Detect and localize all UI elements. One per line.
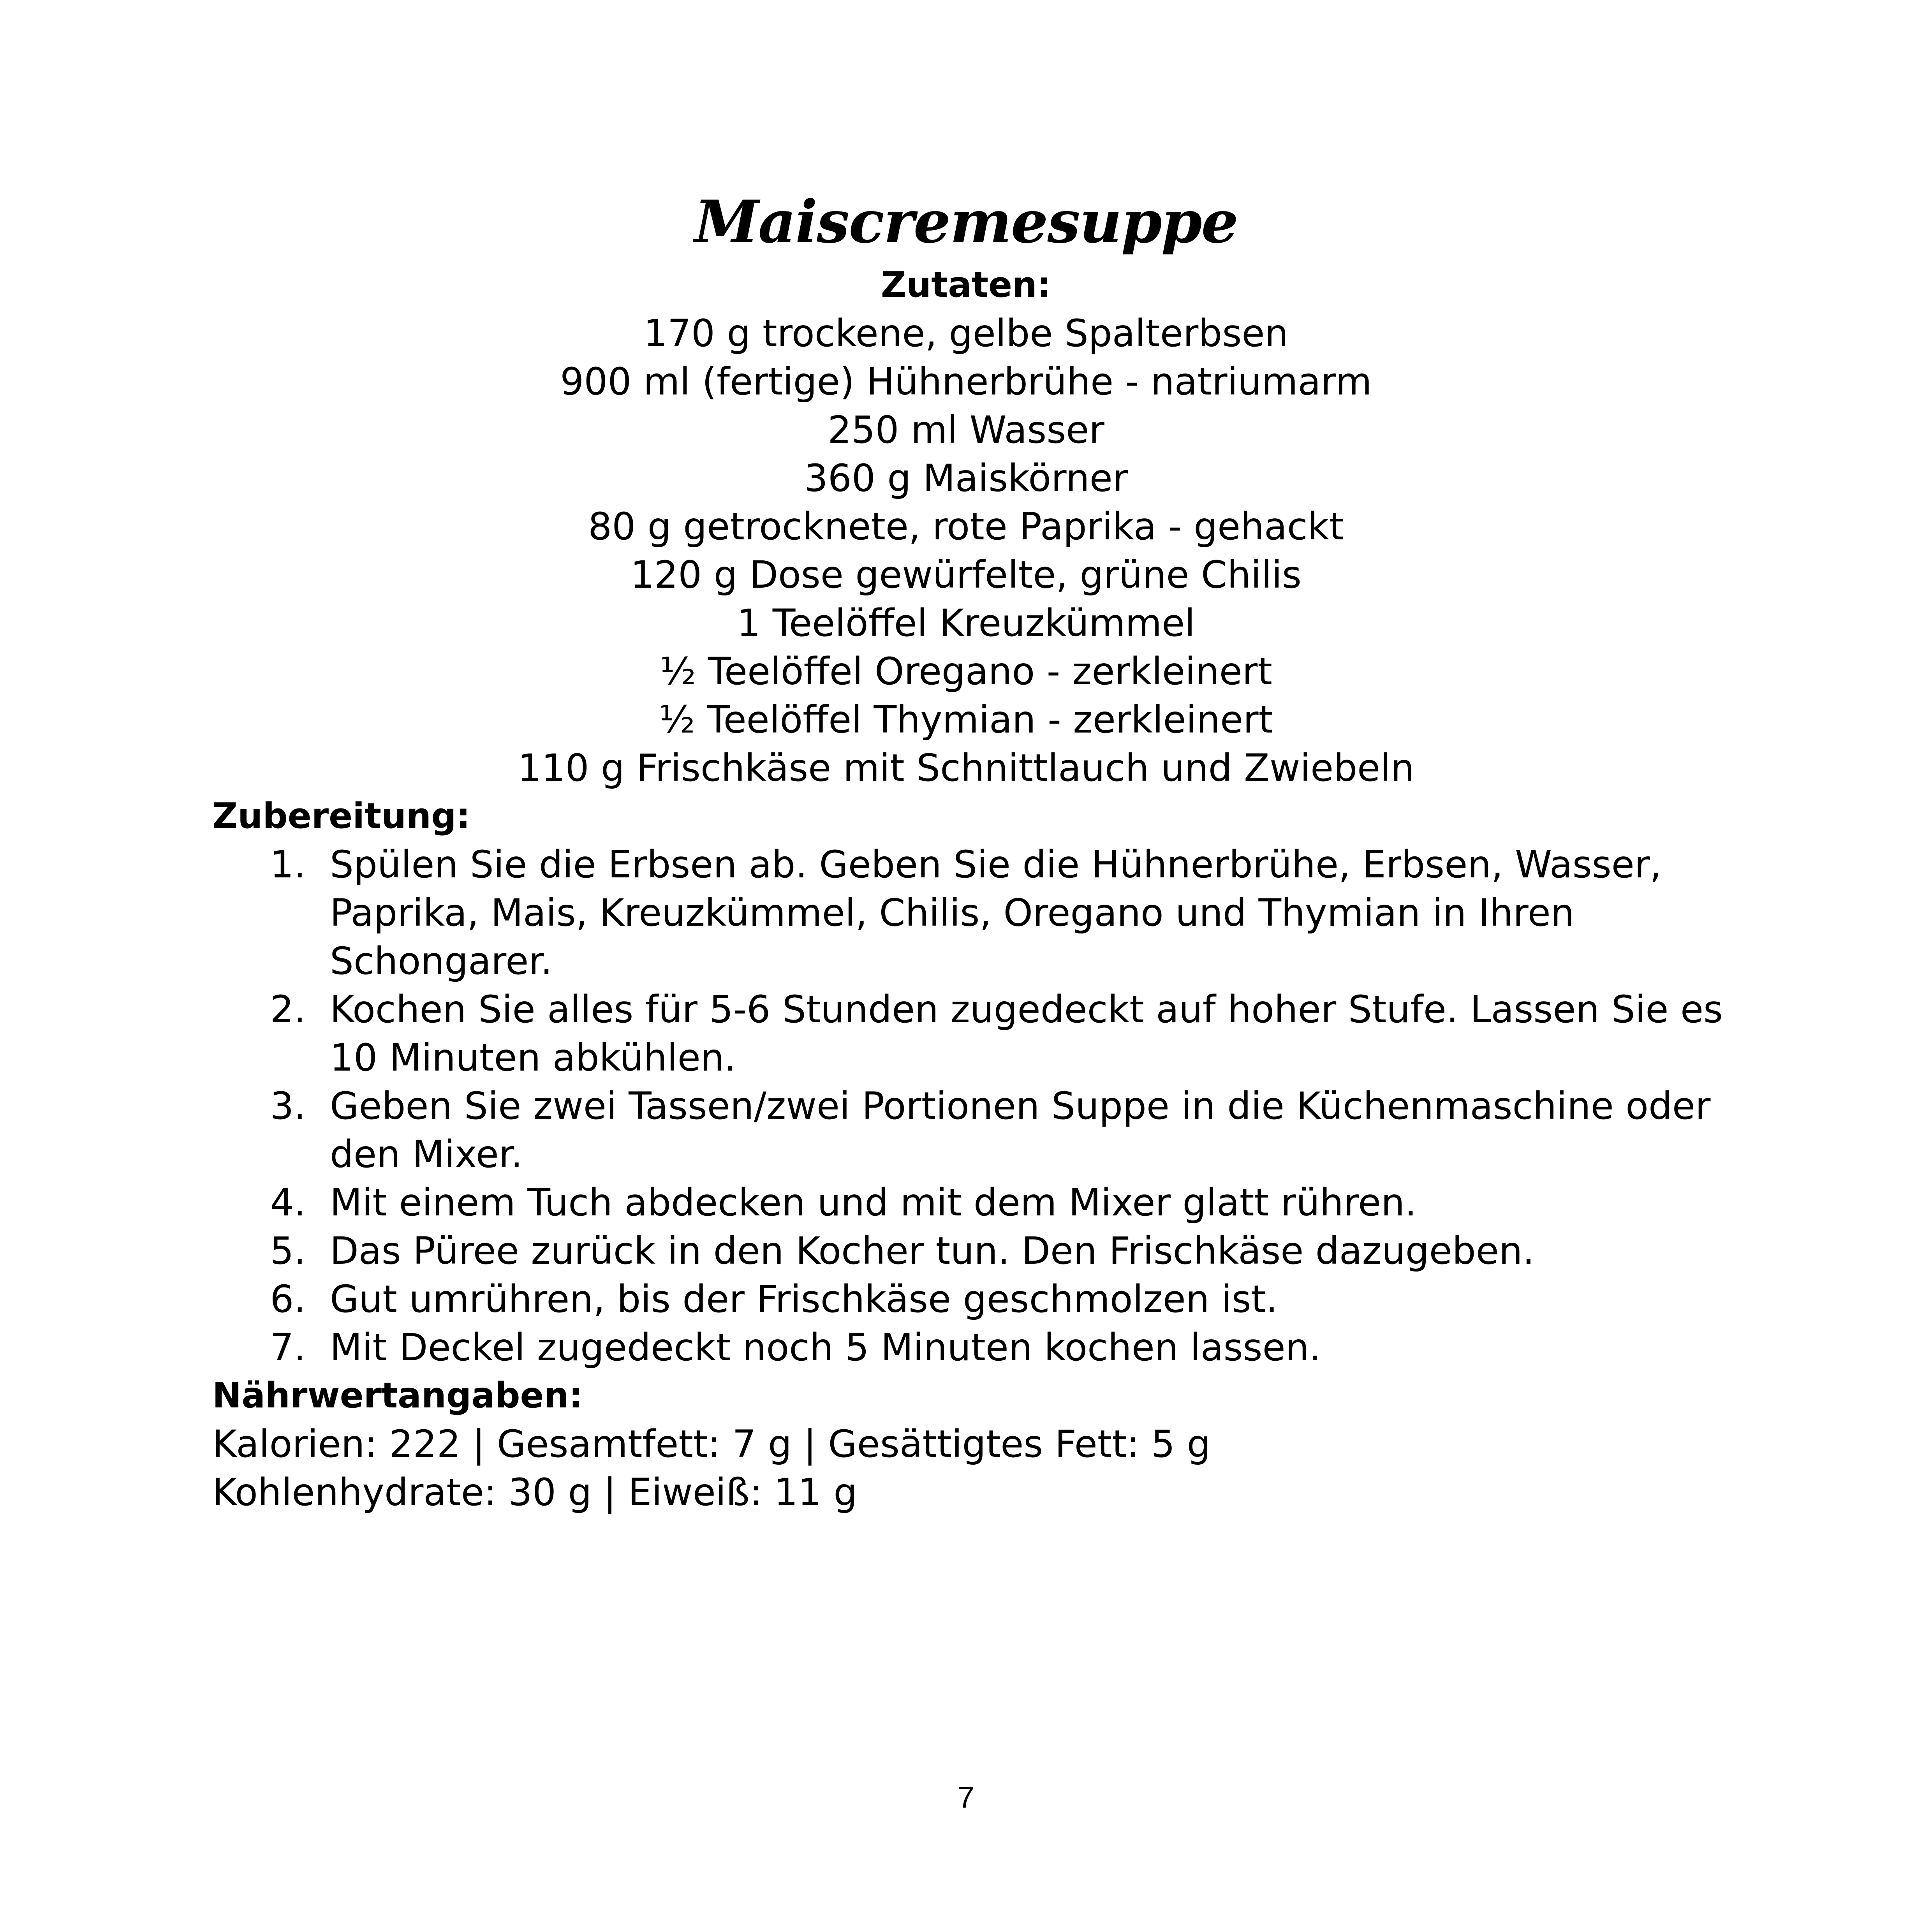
step-item bbox=[212, 1323, 1774, 1372]
step-item bbox=[212, 1275, 1774, 1323]
nutrition-line-1: Kalorien: 222 | Gesamtfett: 7 g | Gesättigtes Fett: 5 g bbox=[212, 1422, 1211, 1466]
ingredient-item: 900 ml (fertige) Hühnerbrühe - natriumarm bbox=[560, 360, 1372, 403]
step-item bbox=[212, 1082, 1774, 1178]
step-text: Geben Sie zwei Tassen/zwei Portionen Suppe in die Küchenmaschine oder den Mixer. bbox=[330, 1084, 1711, 1176]
step-text: Kochen Sie alles für 5-6 Stunden zugedeckt auf hoher Stufe. Lassen Sie es 10 Minuten abkühlen. bbox=[330, 988, 1723, 1080]
ingredient-item: 120 g Dose gewürfelte, grüne Chilis bbox=[630, 553, 1302, 597]
ingredients-list bbox=[0, 309, 1932, 792]
step-number: 5. bbox=[270, 1229, 306, 1273]
step-number: 2. bbox=[270, 988, 306, 1031]
step-item bbox=[212, 840, 1774, 985]
step-item bbox=[212, 1178, 1774, 1227]
ingredient-item: 1 Teelöffel Kreuzkümmel bbox=[737, 601, 1195, 645]
step-text: Spülen Sie die Erbsen ab. Geben Sie die Hühnerbrühe, Erbsen, Wasser, Paprika, Mais, Kreuzkümmel, Chilis, Oregano und Thymian in Ihren Schongarer. bbox=[330, 843, 1662, 983]
step-number: 6. bbox=[270, 1277, 306, 1321]
ingredient-item: 360 g Maiskörner bbox=[804, 456, 1128, 500]
recipe-title: Maiscremesuppe bbox=[694, 188, 1238, 256]
step-text: Mit Deckel zugedeckt noch 5 Minuten kochen lassen. bbox=[330, 1326, 1321, 1369]
page-number: 7 bbox=[957, 1780, 975, 1814]
step-item bbox=[212, 1227, 1774, 1275]
step-number: 7. bbox=[270, 1326, 306, 1369]
nutrition-heading: Nährwertangaben: bbox=[212, 1375, 583, 1416]
step-number: 3. bbox=[270, 1084, 306, 1128]
ingredient-item: 80 g getrocknete, rote Paprika - gehackt bbox=[588, 505, 1344, 548]
step-text: Das Püree zurück in den Kocher tun. Den Frischkäse dazugeben. bbox=[330, 1229, 1535, 1273]
ingredient-item: ½ Teelöffel Thymian - zerkleinert bbox=[659, 698, 1273, 741]
ingredient-item: 110 g Frischkäse mit Schnittlauch und Zwiebeln bbox=[518, 746, 1414, 790]
step-text: Mit einem Tuch abdecken und mit dem Mixer glatt rühren. bbox=[330, 1181, 1417, 1224]
preparation-heading: Zubereitung: bbox=[212, 796, 470, 837]
step-number: 4. bbox=[270, 1181, 306, 1224]
ingredients-heading: Zutaten: bbox=[881, 264, 1051, 305]
nutrition-facts bbox=[212, 1420, 1211, 1516]
step-number: 1. bbox=[270, 843, 306, 886]
nutrition-line-2: Kohlenhydrate: 30 g | Eiweiß: 11 g bbox=[212, 1471, 858, 1514]
ingredient-item: 170 g trockene, gelbe Spalterbsen bbox=[643, 312, 1289, 355]
preparation-steps bbox=[212, 840, 1774, 1372]
ingredient-item: ½ Teelöffel Oregano - zerkleinert bbox=[660, 650, 1272, 693]
step-text: Gut umrühren, bis der Frischkäse geschmolzen ist. bbox=[330, 1277, 1278, 1321]
ingredient-item: 250 ml Wasser bbox=[828, 408, 1104, 452]
step-item bbox=[212, 985, 1774, 1082]
